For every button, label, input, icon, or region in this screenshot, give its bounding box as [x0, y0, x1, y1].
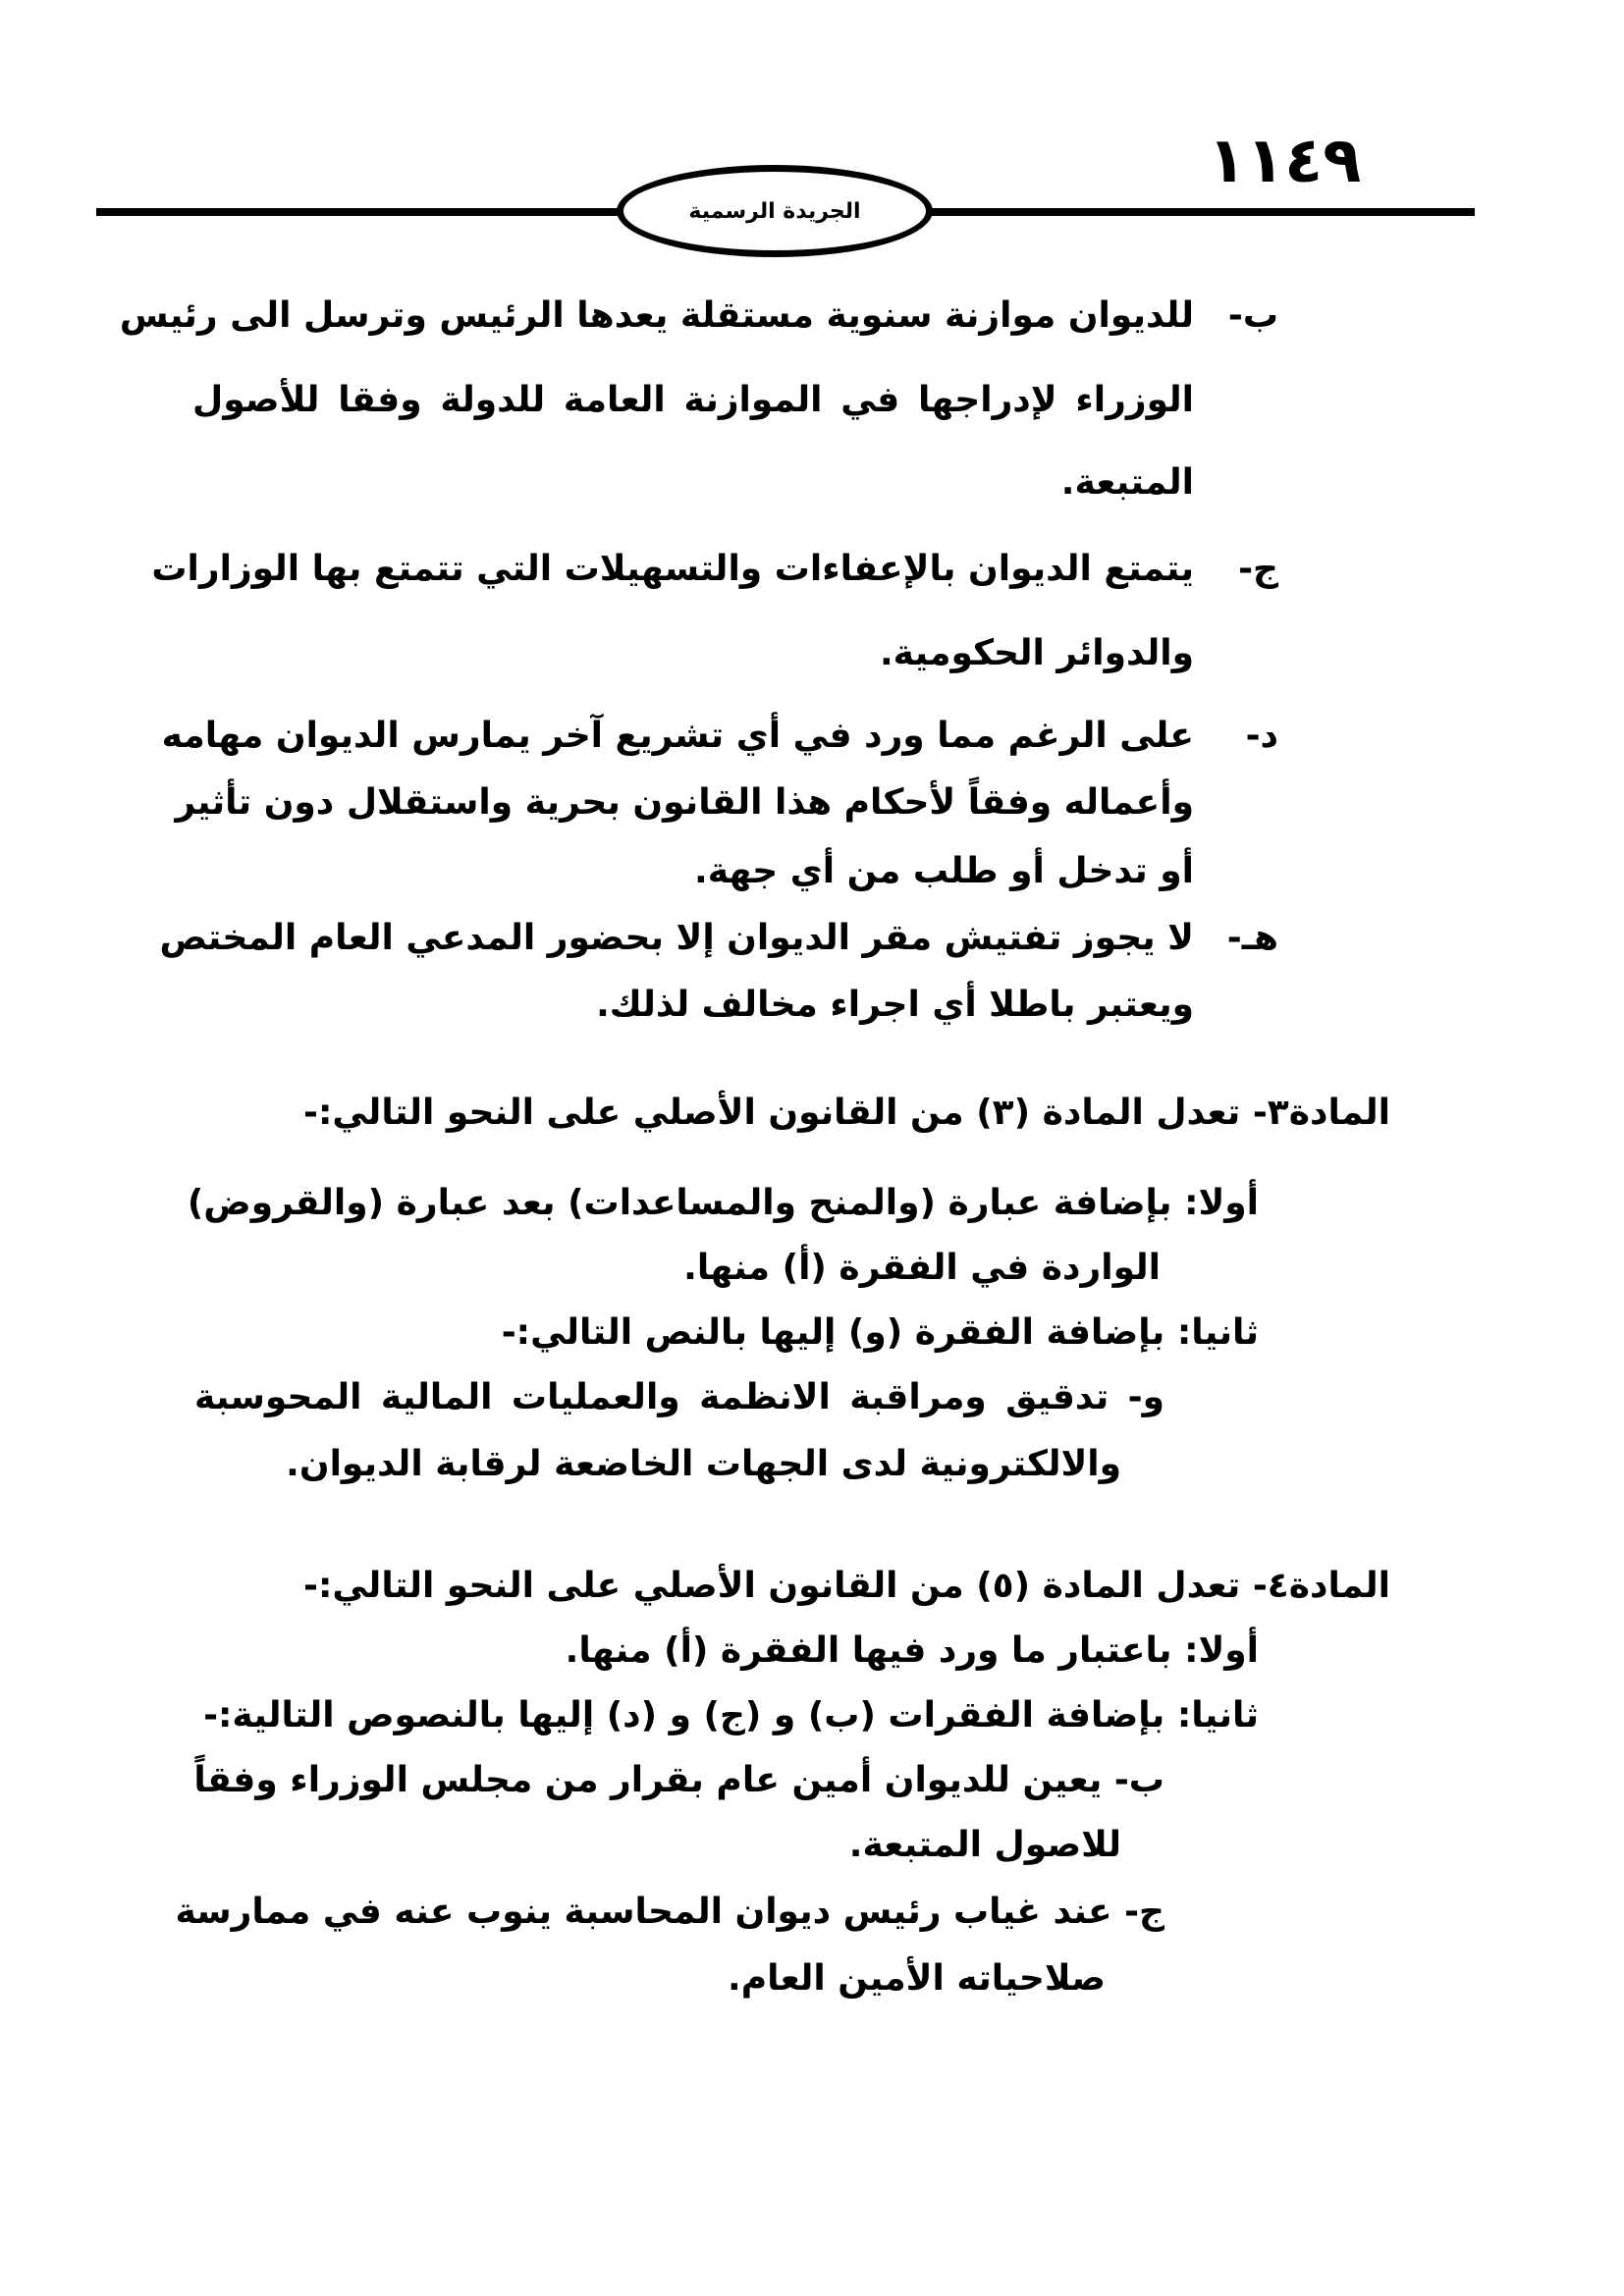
item-d-line-1: على الرغم مما ورد في أي تشريع آخر يمارس الديوان مهامه: [161, 716, 1194, 756]
header-oval: [617, 165, 933, 257]
article4-item-b-line-2: للاصول المتبعة.: [848, 1825, 1121, 1865]
item-b-line-3: المتبعة.: [1060, 462, 1194, 503]
item-j-line-2: والدوائر الحكومية.: [880, 633, 1194, 673]
article4-first: أولا: باعتبار ما ورد فيها الفقرة (أ) منها.: [565, 1630, 1259, 1671]
item-h-line-2: ويعتبر باطلا أي اجراء مخالف لذلك.: [596, 985, 1194, 1025]
item-b-line-1: للديوان موازنة سنوية مستقلة يعدها الرئيس وترسل الى رئيس: [119, 295, 1194, 336]
item-d-line-3: أو تدخل أو طلب من أي جهة.: [694, 851, 1194, 891]
article4-second: ثانيا: بإضافة الفقرات (ب) و (ج) و (د) إليها بالنصوص التالية:-: [203, 1695, 1259, 1735]
article3-first-line-1: أولا: بإضافة عبارة (والمنح والمساعدات) بعد عبارة (والقروض): [187, 1183, 1259, 1223]
item-j-line-1: يتمتع الديوان بالإعفاءات والتسهيلات التي تتمتع بها الوزارات: [151, 549, 1194, 589]
article4-item-j-line-1: ج- عند غياب رئيس ديوان المحاسبة ينوب عنه في ممارسة: [175, 1892, 1164, 1932]
page-number: ١١٤٩: [1208, 125, 1362, 197]
item-d-line-2: وأعماله وفقاً لأحكام هذا القانون بحرية واستقلال دون تأثير: [175, 782, 1194, 823]
item-label-h: هـ-: [1226, 918, 1278, 958]
article3-second: ثانيا: بإضافة الفقرة (و) إليها بالنص التالي:-: [501, 1312, 1259, 1353]
item-label-b: ب-: [1227, 295, 1278, 336]
publication-title: الجريدة الرسمية: [688, 198, 861, 224]
item-label-j: ج-: [1238, 549, 1278, 589]
article3-first-line-2: الواردة في الفقرة (أ) منها.: [683, 1248, 1161, 1288]
item-b-line-2: الوزراء لإدراجها في الموازنة العامة للدولة وفقا للأصول: [192, 380, 1194, 420]
item-label-d: د-: [1245, 716, 1278, 756]
article4-heading: المادة٤- تعدل المادة (٥) من القانون الأصلي على النحو التالي:-: [303, 1566, 1390, 1606]
article4-item-j-line-2: صلاحياته الأمين العام.: [728, 1958, 1106, 1999]
article4-item-b-line-1: ب- يعين للديوان أمين عام بقرار من مجلس الوزراء وفقاً: [193, 1760, 1164, 1800]
article3-heading: المادة٣- تعدل المادة (٣) من القانون الأصلي على النحو التالي:-: [303, 1093, 1390, 1133]
article3-item-w-line-2: والالكترونية لدى الجهات الخاضعة لرقابة الديوان.: [286, 1444, 1121, 1484]
article3-item-w-line-1: و- تدقيق ومراقبة الانظمة والعمليات المالية المحوسبة: [194, 1377, 1164, 1417]
item-h-line-1: لا يجوز تفتيش مقر الديوان إلا بحضور المدعي العام المختص: [159, 918, 1194, 958]
